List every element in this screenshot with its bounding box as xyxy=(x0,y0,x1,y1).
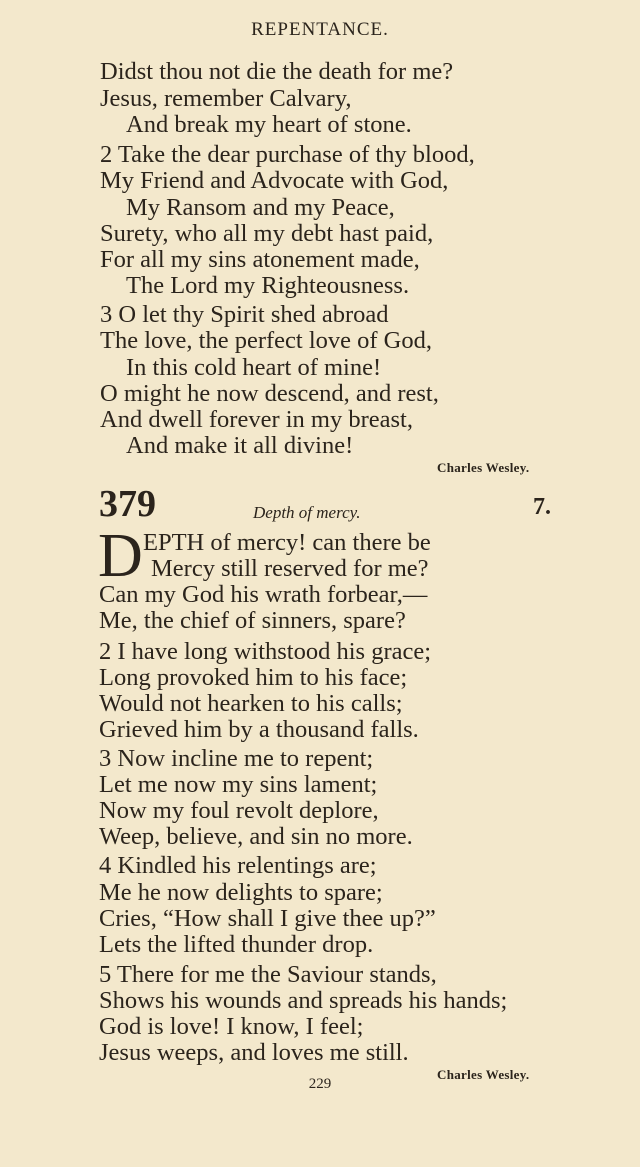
verse-line: The love, the perfect love of God, xyxy=(100,327,432,354)
verse-line: Cries, “How shall I give thee up?” xyxy=(99,905,436,932)
verse-line: 3 Now incline me to repent; xyxy=(99,745,374,772)
verse-line: 5 There for me the Saviour stands, xyxy=(99,961,437,988)
verse-line: 3 O let thy Spirit shed abroad xyxy=(100,301,389,328)
verse-line: My Ransom and my Peace, xyxy=(126,194,395,221)
verse-line: 2 Take the dear purchase of thy blood, xyxy=(100,141,475,168)
verse-line: And dwell forever in my breast, xyxy=(100,406,413,433)
verse-line: God is love! I know, I feel; xyxy=(99,1013,364,1040)
verse-line: Jesus, remember Calvary, xyxy=(100,85,352,112)
verse-line: And make it all divine! xyxy=(126,432,354,459)
verse-line: Me, the chief of sinners, spare? xyxy=(99,607,406,634)
verse-line: For all my sins atonement made, xyxy=(100,246,420,273)
verse-line: Now my foul revolt deplore, xyxy=(99,797,379,824)
verse-line: Mercy still reserved for me? xyxy=(151,555,429,582)
verse-line: Long provoked him to his face; xyxy=(99,664,408,691)
verse-line: Grieved him by a thousand falls. xyxy=(99,716,419,743)
verse-line: The Lord my Righteousness. xyxy=(126,272,410,299)
verse-line: Surety, who all my debt hast paid, xyxy=(100,220,434,247)
verse-line: Didst thou not die the death for me? xyxy=(100,58,454,85)
verse-line: Let me now my sins lament; xyxy=(99,771,378,798)
verse-line: Would not hearken to his calls; xyxy=(99,690,403,717)
attribution: Charles Wesley. xyxy=(437,460,530,475)
page-number: 229 xyxy=(308,1076,332,1092)
verse-line: O might he now descend, and rest, xyxy=(100,380,439,407)
hymn-number: 379 xyxy=(99,483,156,525)
verse-line: Me he now delights to spare; xyxy=(99,879,383,906)
drop-cap: D xyxy=(98,522,143,590)
verse-line: EPTH of mercy! can there be xyxy=(143,529,431,556)
verse-line: Can my God his wrath forbear,— xyxy=(99,581,428,608)
verse-line: Lets the lifted thunder drop. xyxy=(99,931,374,958)
verse-line: 4 Kindled his relentings are; xyxy=(99,852,377,879)
meter: 7. xyxy=(533,494,551,520)
verse-line: 2 I have long withstood his grace; xyxy=(99,638,432,665)
attribution: Charles Wesley. xyxy=(437,1067,530,1082)
verse-line: In this cold heart of mine! xyxy=(126,354,382,381)
verse-line: Jesus weeps, and loves me still. xyxy=(99,1039,409,1066)
tune-name: Depth of mercy. xyxy=(253,503,361,522)
verse-line: Shows his wounds and spreads his hands; xyxy=(99,987,508,1014)
verse-line: My Friend and Advocate with God, xyxy=(100,167,449,194)
running-head: REPENTANCE. xyxy=(251,19,389,40)
verse-line: And break my heart of stone. xyxy=(126,111,412,138)
verse-line: Weep, believe, and sin no more. xyxy=(99,823,413,850)
